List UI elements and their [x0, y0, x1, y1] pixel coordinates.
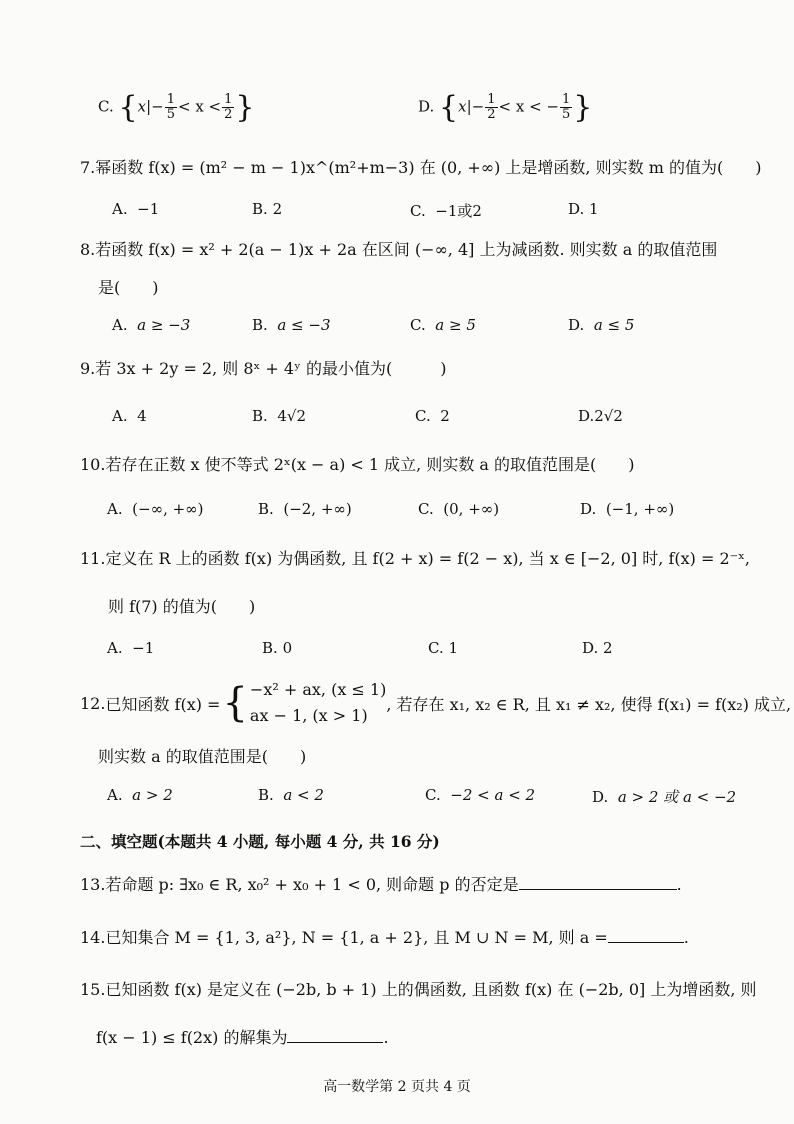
q12-option-b: B. a < 2 [258, 786, 324, 804]
question-7: 7.幂函数 f(x) = (m² − m − 1)x^(m²+m−3) 在 (0, +∞) 上是增函数, 则实数 m 的值为( ) [80, 158, 762, 177]
q7-option-c: C. −1或2 [410, 202, 482, 220]
q12-option-a: A. a > 2 [107, 786, 173, 804]
answer-blank[interactable] [519, 875, 677, 890]
q10-option-b: B. (−2, +∞) [258, 500, 352, 518]
q6-option-c: C. {x|− $\frac{1}{5}$ < x < $\frac{1}{2}$ } [98, 90, 255, 125]
page-footer: 高一数学第 2 页共 4 页 [323, 1079, 471, 1095]
question-9: 9.若 3x + 2y = 2, 则 8ˣ + 4ʸ 的最小值为( ) [80, 359, 447, 378]
fraction: $\frac{1}{5}$ [562, 92, 571, 122]
brace-icon: { [222, 680, 248, 726]
q11-option-d: D. 2 [582, 639, 613, 657]
q6-option-d: D. {x|− $\frac{1}{2}$ < x < − $\frac{1}{5}$ } [418, 90, 593, 125]
q10-option-a: A. (−∞, +∞) [107, 500, 204, 518]
question-11-cont: 则 f(7) 的值为( ) [108, 597, 256, 616]
question-15: 15.已知函数 f(x) 是定义在 (−2b, b + 1) 上的偶函数, 且函数 f(x) 在 (−2b, 0] 上为增函数, 则 [80, 980, 757, 999]
q11-option-a: A. −1 [107, 639, 155, 657]
q10-option-d: D. (−1, +∞) [580, 500, 675, 518]
q7-option-a: A. −1 [112, 200, 160, 218]
q12-option-c: C. −2 < a < 2 [425, 786, 536, 804]
q10-option-c: C. (0, +∞) [418, 500, 500, 518]
answer-blank[interactable] [608, 928, 684, 943]
q7-option-d: D. 1 [568, 200, 599, 218]
question-14: 14.已知集合 M = {1, 3, a²}, N = {1, a + 2}, 且 M ∪ N = M, 则 a = . [80, 928, 689, 947]
q8-option-a: A. a ≥ −3 [112, 316, 191, 334]
q9-option-d: D.2√2 [578, 407, 623, 425]
q8-option-d: D. a ≤ 5 [568, 316, 635, 334]
question-13: 13.若命题 p: ∃x₀ ∈ R, x₀² + x₀ + 1 < 0, 则命题 p 的否定是 . [80, 875, 682, 894]
question-12-cont: 则实数 a 的取值范围是( ) [98, 747, 307, 766]
question-11: 11.定义在 R 上的函数 f(x) 为偶函数, 且 f(2 + x) = f(2 − x), 当 x ∈ [−2, 0] 时, f(x) = 2⁻ˣ, [80, 549, 750, 568]
q11-option-b: B. 0 [262, 639, 293, 657]
question-8-cont: 是( ) [98, 278, 159, 297]
q9-option-c: C. 2 [415, 407, 450, 425]
q9-option-a: A. 4 [112, 407, 147, 425]
q12-option-d: D. a > 2 或 a < −2 [592, 788, 737, 806]
question-10: 10.若存在正数 x 使不等式 2ˣ(x − a) < 1 成立, 则实数 a 的取值范围是( ) [80, 455, 635, 474]
section-heading-fill-in: 二、填空题(本题共 4 小题, 每小题 4 分, 共 16 分) [80, 832, 440, 851]
q9-option-b: B. 4√2 [252, 407, 306, 425]
fraction: $\frac{1}{2}$ [224, 92, 233, 122]
q7-option-b: B. 2 [252, 200, 283, 218]
answer-blank[interactable] [287, 1028, 383, 1043]
question-12: 12. 已知函数 f(x) = { −x² + ax, (x ≤ 1) ax − 1, (x > 1) , 若存在 x₁, x₂ ∈ R, 且 x₁ ≠ x₂, 使得 f(x₁) = f(x₂) 成立, [80, 676, 791, 730]
q8-option-c: C. a ≥ 5 [410, 316, 476, 334]
q11-option-c: C. 1 [428, 639, 459, 657]
fraction: $\frac{1}{5}$ [166, 92, 175, 122]
piecewise-definition: −x² + ax, (x ≤ 1) ax − 1, (x > 1) [249, 680, 387, 725]
q8-option-b: B. a ≤ −3 [252, 316, 331, 334]
question-8: 8.若函数 f(x) = x² + 2(a − 1)x + 2a 在区间 (−∞, 4] 上为减函数. 则实数 a 的取值范围 [80, 240, 718, 259]
question-15-cont: f(x − 1) ≤ f(2x) 的解集为 . [96, 1028, 389, 1047]
fraction: $\frac{1}{2}$ [487, 92, 496, 122]
